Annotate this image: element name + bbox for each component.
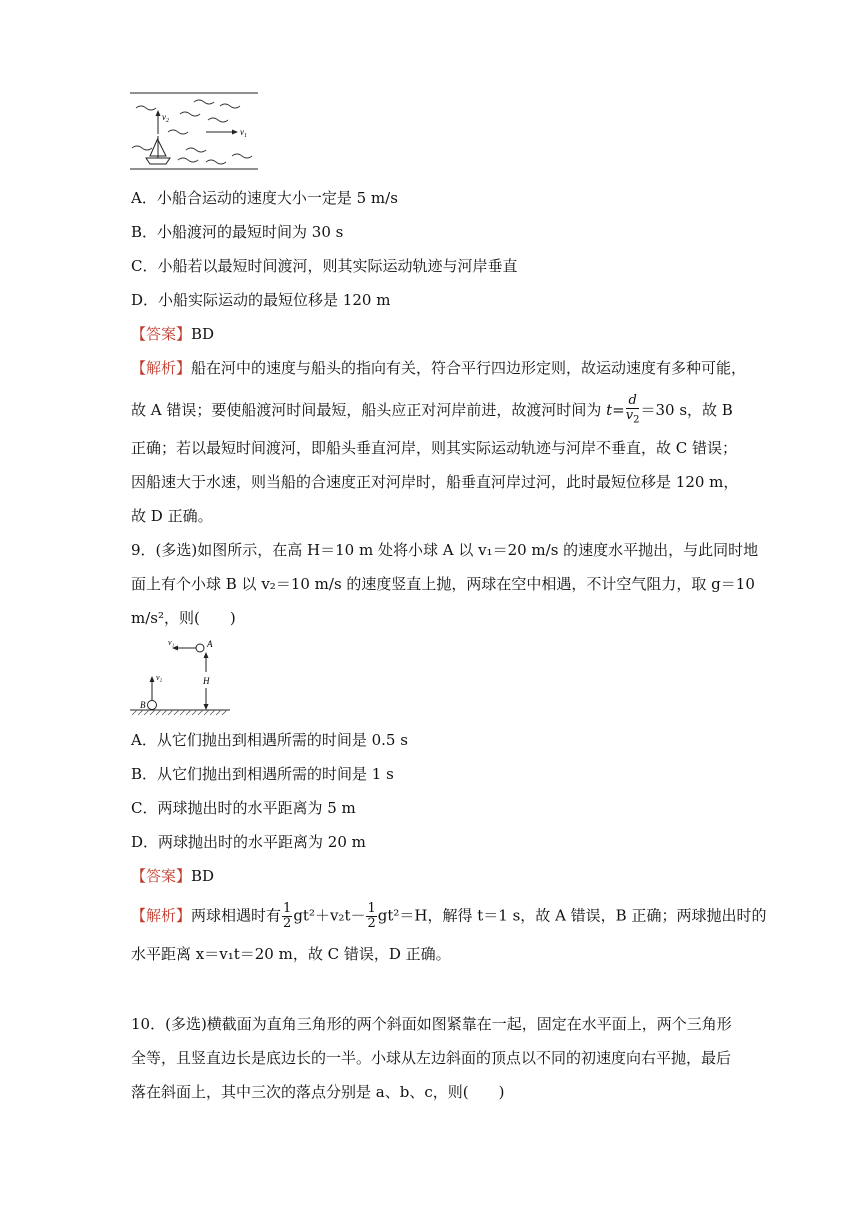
q9-stem-line-2: 面上有个小球 B 以 v₂＝10 m/s 的速度竖直上抛，两球在空中相遇，不计空气阻力，取 g＝10 (131, 575, 755, 593)
q9-stem-line-1: 9．(多选)如图所示，在高 H＝10 m 处将小球 A 以 v₁＝20 m/s 的速度水平抛出，与此同时地 (131, 541, 759, 559)
q10-stem-line-1: 10．(多选)横截面为直角三角形的两个斜面如图紧靠在一起，固定在水平面上，两个三角形 (131, 1015, 732, 1033)
fraction-half: $\frac{1}{2}$ (283, 901, 292, 931)
q9-stem-line-3: m/s²，则( ) (131, 609, 236, 627)
answer-value: BD (191, 325, 215, 343)
q8-option-d: D．小船实际运动的最短位移是 120 m (131, 291, 391, 309)
ball-a (196, 644, 204, 652)
q9-option-d: D．两球抛出时的水平距离为 20 m (131, 833, 366, 851)
v1-label: $v_1$ (240, 127, 247, 139)
q8-analysis-line-5: 故 D 正确。 (131, 507, 213, 525)
fraction-half: $\frac{1}{2}$ (367, 901, 376, 931)
math-op: = (612, 400, 625, 419)
q8-option-c: C．小船若以最短时间渡河，则其实际运动轨迹与河岸垂直 (131, 257, 518, 275)
q8-option-b: B．小船渡河的最短时间为 30 s (131, 223, 344, 241)
q8-analysis-line-4: 因船速大于水速，则当船的合速度正对河岸时，船垂直河岸过河，此时最短位移是 120 m， (131, 473, 739, 491)
ball-b (148, 701, 157, 710)
q8-option-a: A．小船合运动的速度大小一定是 5 m/s (131, 189, 398, 207)
fraction-d-over-v2: $\frac{d}{v_2}$ (625, 393, 640, 426)
q9-option-b: B．从它们抛出到相遇所需的时间是 1 s (131, 765, 394, 783)
q9-analysis-line-2: 水平距离 x＝v₁t＝20 m，故 C 错误，D 正确。 (131, 945, 451, 963)
v2-label: $v_2$ (162, 112, 169, 124)
label-v2: v₂ (156, 673, 163, 682)
projectile-figure (128, 636, 234, 718)
q9-analysis-line-1 (131, 902, 766, 931)
label-v1: v₁ (168, 638, 175, 647)
analysis-text: 两球相遇时有 (191, 906, 282, 925)
q9-answer (131, 866, 214, 886)
q8-answer (131, 324, 214, 344)
analysis-text: gt²＝H，解得 t＝1 s，故 A 错误，B 正确；两球抛出时的 (377, 906, 767, 925)
q10-stem-line-2: 全等，且竖直边长是底边长的一半。小球从左边斜面的顶点以不同的初速度向右平抛，最后 (131, 1049, 732, 1067)
label-b: B (140, 700, 146, 710)
analysis-math: gt²＋v₂t－ (293, 906, 366, 925)
math-var: t (606, 400, 613, 419)
analysis-label: 【解析】 (131, 906, 192, 925)
answer-value: BD (191, 867, 215, 885)
q10-stem-line-3: 落在斜面上，其中三次的落点分别是 a、b、c，则( ) (131, 1083, 505, 1101)
answer-label: 【答案】 (131, 867, 192, 885)
label-a: A (207, 639, 213, 649)
q8-analysis-line-1 (131, 358, 746, 378)
analysis-text: ＝30 s，故 B (640, 400, 733, 419)
label-h: H (203, 676, 210, 686)
analysis-label: 【解析】 (131, 359, 192, 377)
q8-analysis-line-3: 正确；若以最短时间渡河，即船头垂直河岸，则其实际运动轨迹与河岸不垂直，故 C 错误； (131, 439, 738, 457)
q9-option-a: A．从它们抛出到相遇所需的时间是 0.5 s (131, 731, 408, 749)
analysis-text: 故 A 错误；要使船渡河时间最短，船头应正对河岸前进，故渡河时间为 (131, 400, 607, 419)
analysis-text: 船在河中的速度与船头的指向有关，符合平行四边形定则，故运动速度有多种可能， (191, 359, 747, 377)
river-boat-figure (128, 88, 262, 172)
answer-label: 【答案】 (131, 325, 192, 343)
q9-option-c: C．两球抛出时的水平距离为 5 m (131, 799, 356, 817)
q8-analysis-line-2 (131, 394, 733, 428)
